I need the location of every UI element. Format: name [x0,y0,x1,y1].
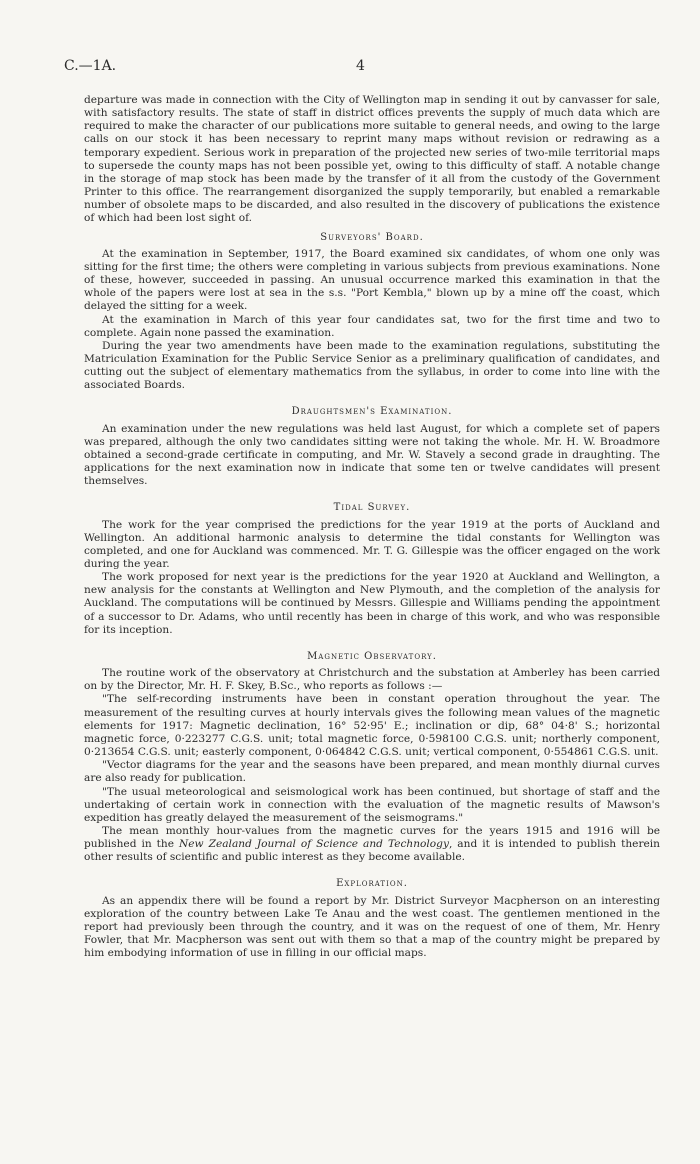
section-heading-tidal-survey: Tidal Survey. [333,502,411,514]
paragraph: The work proposed for next year is the predictions for the year 1920 at Auckland and Wellington, a new analysis for the constants at Wellington and New Plymouth, and the completion of the analysis for Auckland. The computations will be continued by Messrs. Gillespie and Williams pending the appointment of a successor to Dr. Adams, who until recently has been in charge of this work, and who was responsible for its inception. [84,571,660,636]
paragraph-text: The mean monthly hour-values from the magnetic curves for the years 1915 and 1916 will be published in the [84,824,660,851]
paragraph: "Vector diagrams for the year and the seasons have been prepared, and mean monthly diurnal curves are also ready for publication. [84,759,660,785]
page-header [64,58,644,80]
paragraph: departure was made in connection with the City of Wellington map in sending it out by canvasser for sale, with satisfactory results. The state of staff in district offices prevents the supply of much data which are required to make the character of our publications more suitable to general needs, and owing to the large calls on our stock it has been necessary to reprint many maps without revision or redrawing as a temporary expedient. Serious work in preparation of the projected new series of two-mile territorial maps to supersede the county maps has not been possible yet, owing to this difficulty of staff. A notable change in the storage of map stock has been made by the transfer of it all from the custody of the Government Printer to this office. The rearrangement disorganized the supply temporarily, but enabled a remarkable number of obsolete maps to be discarded, and also resulted in the discovery of publications the existence of which had been lost sight of. [84,94,660,225]
paragraph [84,825,660,864]
paragraph: "The self-recording instruments have been in constant operation throughout the year. The measurement of the resulting curves at hourly intervals gives the following mean values of the magnetic elements for 1917: Magnetic declination, 16° 52·95' E.; inclination or dip, 68° 04·8' S.; horizontal magnetic force, 0·223277 C.G.S. unit; total magnetic force, 0·598100 C.G.S. unit; northerly component, 0·213654 C.G.S. unit; easterly component, 0·064842 C.G.S. unit; vertical component, 0·554861 C.G.S. unit. [84,693,660,759]
document-reference: C.—1A. [64,58,117,74]
paragraph: During the year two amendments have been made to the examination regulations, substituting the Matriculation Examination for the Public Service Senior as a preliminary qualification of candidates, and cutting out the subject of elementary mathematics from the syllabus, in order to come into line with the associated Boards. [84,339,660,392]
section-heading-surveyors-board: Surveyors' Board. [320,231,424,243]
section-heading-magnetic-observatory: Magnetic Observatory. [307,650,437,662]
section-heading-exploration: Exploration. [336,878,408,890]
section-heading-draughtsmens-examination: Draughtsmen's Examination. [291,406,453,418]
paragraph: At the examination in March of this year four candidates sat, two for the first time and two to complete. Again none passed the examination. [84,313,660,339]
page-body [84,94,660,960]
journal-title: New Zealand Journal of Science and Technology [179,838,449,851]
paragraph: The work for the year comprised the predictions for the year 1919 at the ports of Auckland and Wellington. An additional harmonic analysis to determine the tidal constants for Wellington was completed, and one for Auckland was commenced. Mr. T. G. Gillespie was the officer engaged on the work during the year. [84,518,660,570]
paragraph-text: , and it is intended to publish therein other results of scientific and public interest as they become available. [84,838,660,864]
paragraph: As an appendix there will be found a report by Mr. District Surveyor Macpherson on an interesting exploration of the country between Lake Te Anau and the west coast. The gentlemen mentioned in the report had previously been through the country, and it was on the request of one of them, Mr. Henry Fowler, that Mr. Macpherson was sent out with them so that a map of the country might be prepared by him embodying information of use in filling in our official maps. [84,894,660,960]
paragraph: "The usual meteorological and seismological work has been continued, but shortage of staff and the undertaking of certain work in connection with the evaluation of the magnetic results of Mawson's expedition has greatly delayed the measurement of the seismograms." [84,785,660,824]
page-number: 4 [356,58,365,74]
paragraph: An examination under the new regulations was held last August, for which a complete set of papers was prepared, although the only two candidates sitting were not taking the whole. Mr. H. W. Broadmore obtained a second-grade certificate in computing, and Mr. W. Stavely a second grade in draughting. The applications for the next examination now in indicate that some ten or twelve candidates will present themselves. [84,422,660,488]
paragraph: At the examination in September, 1917, the Board examined six candidates, of whom one only was sitting for the first time; the others were completing in various subjects from previous examinations. None of these, however, succeeded in passing. An unusual occurrence marked this examination in that the whole of the papers were lost at sea in the s.s. "Port Kembla," blown up by a mine off the coast, which delayed the sitting for a week. [84,247,660,313]
paragraph: The routine work of the observatory at Christchurch and the substation at Amberley has been carried on by the Director, Mr. H. F. Skey, B.Sc., who reports as follows :— [84,667,660,693]
